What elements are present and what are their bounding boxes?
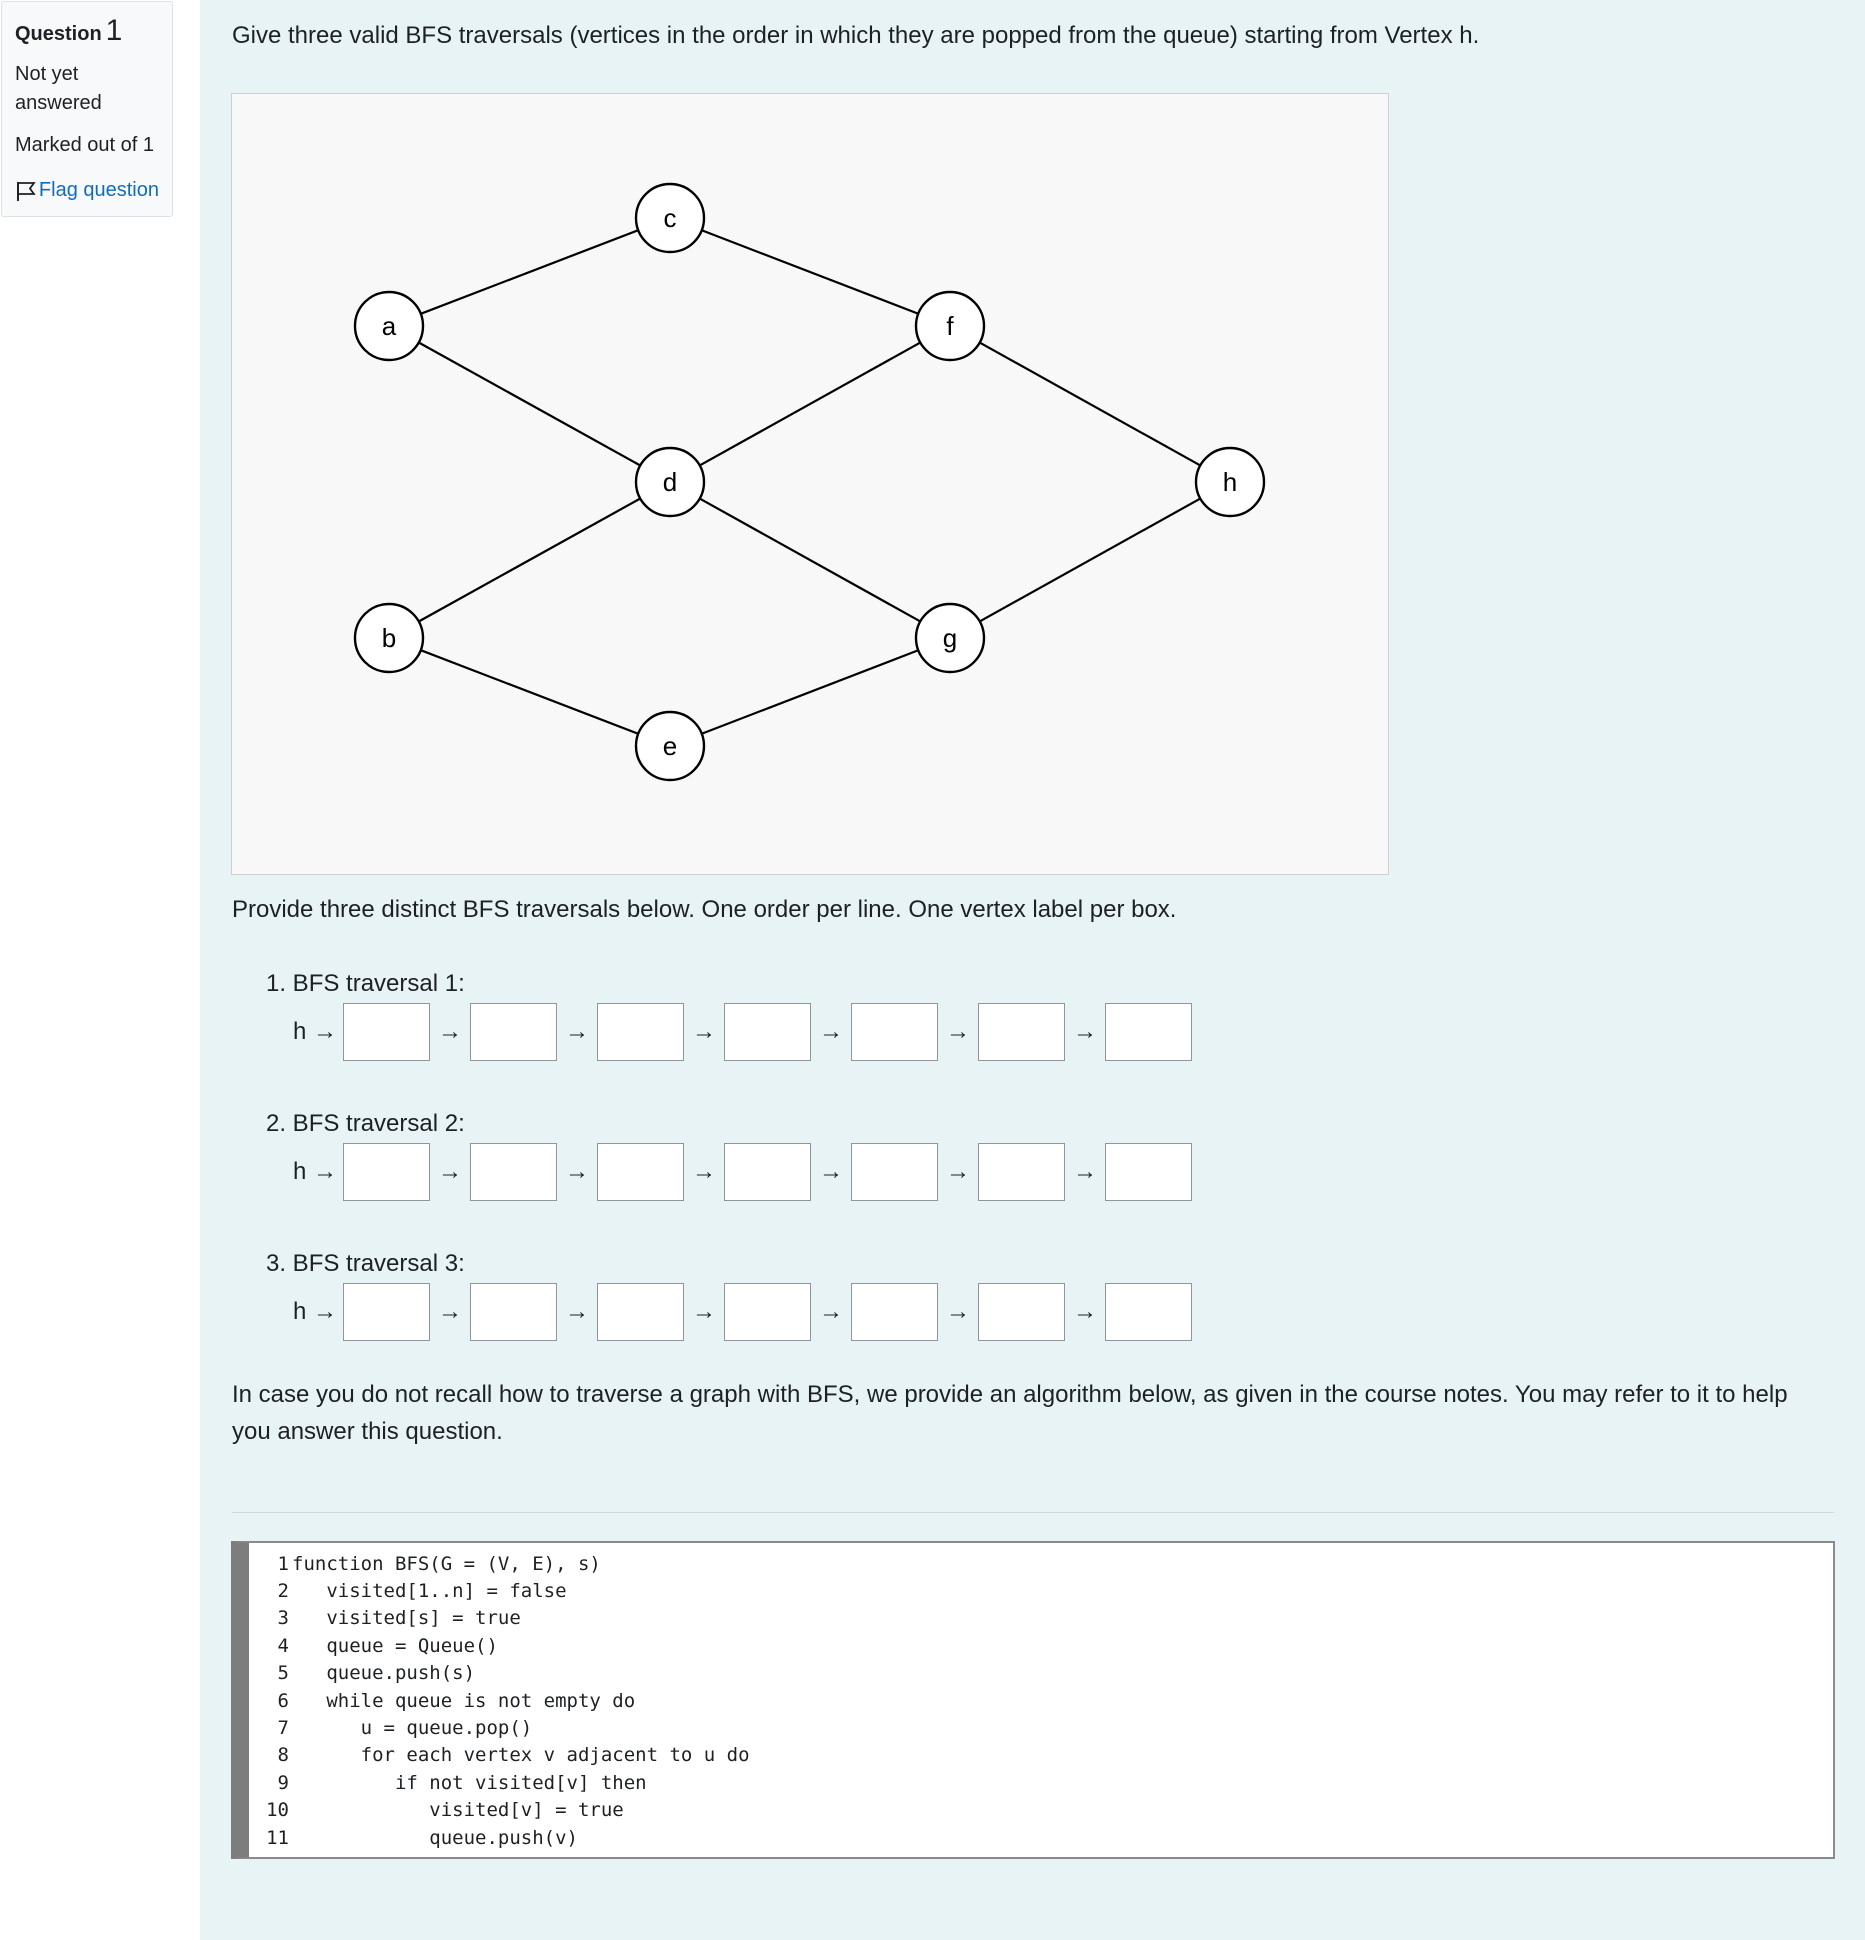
traversal-3-vertex-input-7[interactable] xyxy=(1105,1283,1192,1341)
traversal-3-vertex-input-3[interactable] xyxy=(597,1283,684,1341)
code-text: queue.push(s) xyxy=(292,1662,476,1685)
question-info-panel xyxy=(1,1,173,217)
traversal-3-vertex-input-5[interactable] xyxy=(851,1283,938,1341)
traversal-start-vertex: h → xyxy=(293,1018,338,1045)
arrow-separator: → xyxy=(946,1158,971,1185)
traversal-1-vertex-input-4[interactable] xyxy=(724,1003,811,1061)
traversal-label-2: 2. BFS traversal 2: xyxy=(266,1110,465,1137)
code-line xyxy=(249,1687,1833,1714)
code-line xyxy=(249,1660,1833,1687)
arrow-separator: → xyxy=(438,1298,463,1325)
code-text: visited[v] = true xyxy=(292,1799,624,1822)
graph-edge-f-d xyxy=(700,343,921,466)
traversal-row-3 xyxy=(293,1282,1192,1342)
traversal-3-vertex-input-1[interactable] xyxy=(343,1283,430,1341)
arrow-separator: → xyxy=(438,1018,463,1045)
code-text: visited[s] = true xyxy=(292,1607,521,1630)
arrow-separator: → xyxy=(692,1158,717,1185)
arrow-separator: → xyxy=(819,1298,844,1325)
traversal-3-vertex-input-6[interactable] xyxy=(978,1283,1065,1341)
code-line xyxy=(249,1824,1833,1851)
line-number: 1 xyxy=(277,1552,289,1575)
traversal-2-vertex-input-6[interactable] xyxy=(978,1143,1065,1201)
graph-edge-a-c xyxy=(421,230,639,314)
arrow-separator: → xyxy=(946,1018,971,1045)
line-number: 3 xyxy=(277,1607,289,1630)
arrow-separator: → xyxy=(819,1018,844,1045)
arrow-separator: → xyxy=(438,1158,463,1185)
graph-edge-h-g xyxy=(980,499,1201,622)
graph-edge-d-b xyxy=(419,499,641,622)
traversal-start-vertex: h → xyxy=(293,1158,338,1185)
arrow-separator: → xyxy=(1073,1298,1098,1325)
code-text: function BFS(G = (V, E), s) xyxy=(292,1552,601,1575)
code-text: while queue is not empty do xyxy=(292,1689,636,1712)
arrow-separator: → xyxy=(692,1018,717,1045)
arrow-separator: → xyxy=(1073,1018,1098,1045)
line-number: 2 xyxy=(277,1580,289,1603)
graph-edge-a-d xyxy=(419,343,641,466)
code-text: queue = Queue() xyxy=(292,1634,498,1657)
arrow-separator: → xyxy=(946,1298,971,1325)
arrow-separator: → xyxy=(565,1158,590,1185)
graph-edge-c-f xyxy=(702,230,919,314)
traversal-label-3: 3. BFS traversal 3: xyxy=(266,1250,465,1277)
graph-edge-d-g xyxy=(700,499,921,622)
line-number: 5 xyxy=(277,1662,289,1685)
graph-edge-f-h xyxy=(980,343,1201,466)
flag-question-label[interactable]: Flag question xyxy=(38,179,159,201)
traversal-row-1 xyxy=(293,1002,1192,1062)
code-text: for each vertex v adjacent to u do xyxy=(292,1744,750,1767)
bfs-code-block xyxy=(231,1541,1835,1859)
graph-node-label-f: f xyxy=(946,311,954,341)
answer-instructions: Provide three distinct BFS traversals below. One order per line. One vertex label per box. xyxy=(232,896,1177,923)
traversal-2-vertex-input-5[interactable] xyxy=(851,1143,938,1201)
question-heading xyxy=(15,14,159,48)
traversal-1-vertex-input-6[interactable] xyxy=(978,1003,1065,1061)
arrow-separator: → xyxy=(565,1018,590,1045)
question-content xyxy=(200,0,1865,1940)
code-text: u = queue.pop() xyxy=(292,1717,533,1740)
graph-node-label-a: a xyxy=(381,311,397,341)
line-number: 9 xyxy=(277,1771,289,1794)
code-line xyxy=(249,1797,1833,1824)
code-text: visited[1..n] = false xyxy=(292,1580,567,1603)
flag-icon xyxy=(15,180,37,202)
traversal-3-vertex-input-4[interactable] xyxy=(724,1283,811,1341)
code-line xyxy=(249,1550,1833,1577)
traversal-1-vertex-input-2[interactable] xyxy=(470,1003,557,1061)
code-line xyxy=(249,1605,1833,1632)
graph-node-label-g: g xyxy=(942,623,958,653)
line-number: 8 xyxy=(277,1744,289,1767)
graph-node-label-h: h xyxy=(1222,467,1238,497)
graph-edge-e-g xyxy=(702,650,919,734)
question-text: Give three valid BFS traversals (vertices in the order in which they are popped from the queue) starting from Vertex h. xyxy=(232,22,1480,49)
traversal-3-vertex-input-2[interactable] xyxy=(470,1283,557,1341)
arrow-separator: → xyxy=(819,1158,844,1185)
code-text: queue.push(v) xyxy=(292,1826,578,1849)
question-word: Question xyxy=(15,23,102,45)
graph-diagram xyxy=(232,94,1388,874)
code-line xyxy=(249,1769,1833,1796)
question-number: 1 xyxy=(105,14,123,47)
graph-node-label-d: d xyxy=(662,467,678,497)
traversal-label-1: 1. BFS traversal 1: xyxy=(266,970,465,997)
line-number: 11 xyxy=(266,1826,289,1849)
traversal-1-vertex-input-7[interactable] xyxy=(1105,1003,1192,1061)
arrow-separator: → xyxy=(565,1298,590,1325)
question-grade: Marked out of 1 xyxy=(15,134,154,156)
code-line xyxy=(249,1577,1833,1604)
graph-node-label-e: e xyxy=(662,731,678,761)
graph-edge-b-e xyxy=(421,650,639,734)
line-number: 7 xyxy=(277,1717,289,1740)
traversal-2-vertex-input-3[interactable] xyxy=(597,1143,684,1201)
traversal-2-vertex-input-2[interactable] xyxy=(470,1143,557,1201)
algorithm-hint: In case you do not recall how to traverse a graph with BFS, we provide an algorithm below, as given in the course notes. You may refer to it to help you answer this question. xyxy=(232,1381,1788,1445)
traversal-1-vertex-input-1[interactable] xyxy=(343,1003,430,1061)
question-state: Not yet answered xyxy=(15,63,102,114)
flag-question-link[interactable] xyxy=(15,179,159,202)
code-line xyxy=(249,1742,1833,1769)
arrow-separator: → xyxy=(1073,1158,1098,1185)
traversal-1-vertex-input-5[interactable] xyxy=(851,1003,938,1061)
traversal-2-vertex-input-1[interactable] xyxy=(343,1143,430,1201)
code-line xyxy=(249,1714,1833,1741)
graph-figure xyxy=(231,93,1389,875)
divider xyxy=(232,1512,1834,1513)
traversal-2-vertex-input-4[interactable] xyxy=(724,1143,811,1201)
line-number: 10 xyxy=(266,1799,289,1822)
graph-node-label-c: c xyxy=(663,203,677,233)
code-line xyxy=(249,1632,1833,1659)
code-text: if not visited[v] then xyxy=(292,1771,647,1794)
traversal-row-2 xyxy=(293,1142,1192,1202)
line-number: 6 xyxy=(277,1689,289,1712)
traversal-2-vertex-input-7[interactable] xyxy=(1105,1143,1192,1201)
traversal-start-vertex: h → xyxy=(293,1298,338,1325)
arrow-separator: → xyxy=(692,1298,717,1325)
traversal-1-vertex-input-3[interactable] xyxy=(597,1003,684,1061)
line-number: 4 xyxy=(277,1634,289,1657)
graph-node-label-b: b xyxy=(381,623,397,653)
